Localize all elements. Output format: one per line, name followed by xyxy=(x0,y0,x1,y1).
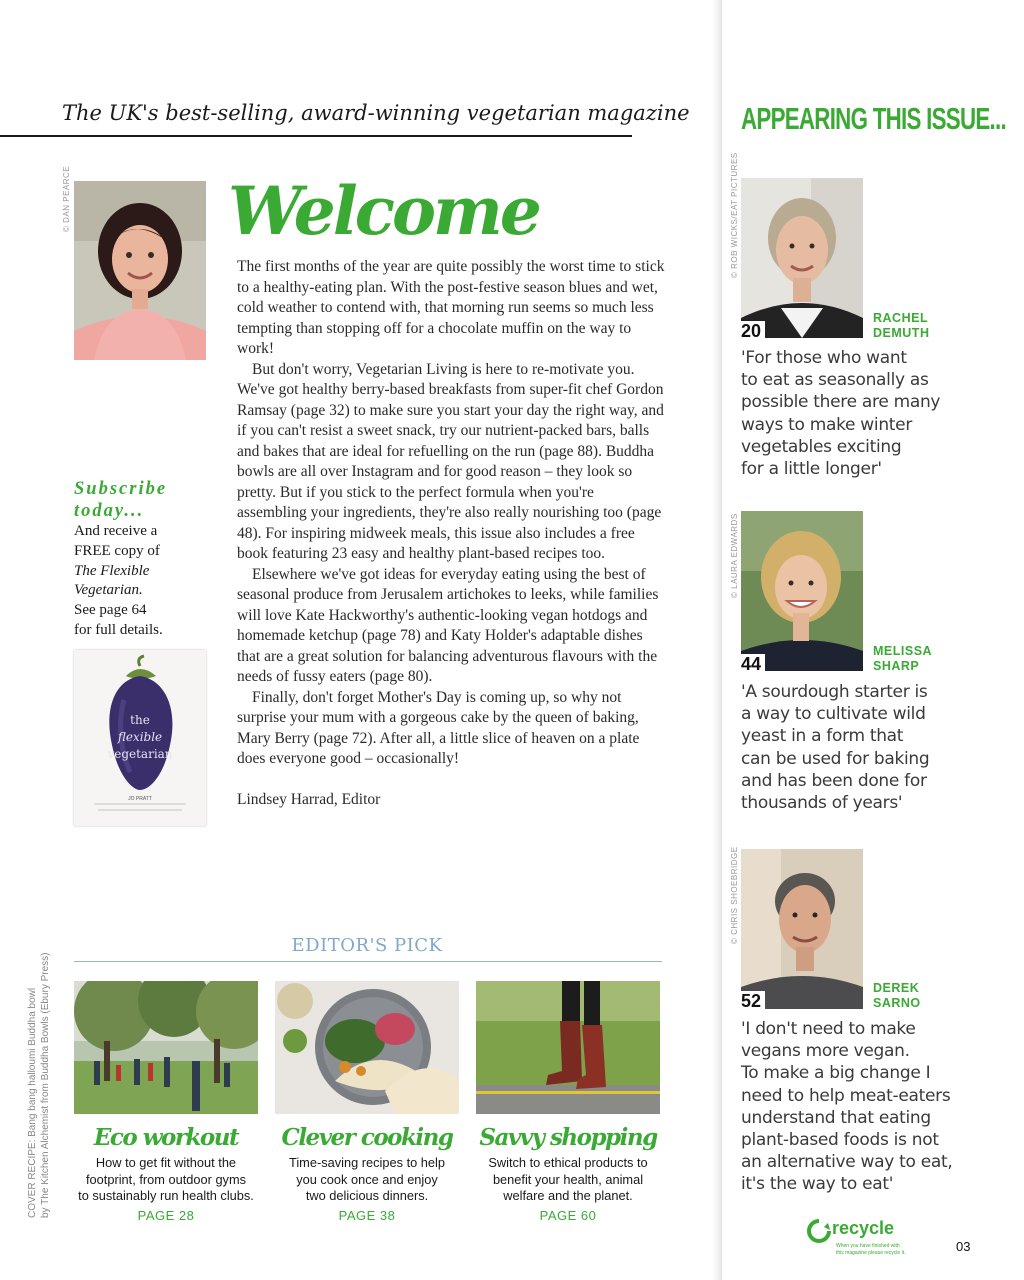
editor-photo-credit: © DAN PEARCE xyxy=(62,165,71,232)
contributor-name xyxy=(873,644,932,674)
contributor-quote xyxy=(741,1018,981,1196)
cover-credit-line: by The Kitchen Alchemist from Buddha Bowls (Ebury Press) xyxy=(40,952,51,1218)
quote-line: 'I don't need to make xyxy=(741,1019,916,1039)
contributor-photo-credit: © LAURA EDWARDS xyxy=(730,513,739,598)
quote-line: vegans more vegan. xyxy=(741,1041,910,1062)
subscribe-line: See page 64 xyxy=(74,602,147,619)
cover-credit-line: COVER RECIPE: Bang bang halloumi Buddha bowl xyxy=(27,987,38,1218)
recycle-note xyxy=(836,1243,926,1257)
quote-line: To make a big change I xyxy=(741,1063,931,1084)
quote-line: and has been done for xyxy=(741,770,927,791)
quote-line: a way to cultivate wild xyxy=(741,704,926,725)
pick-title: Clever cooking xyxy=(281,1124,453,1151)
quote-line: need to help meat-eaters xyxy=(741,1085,951,1106)
pick-description-line: benefit your health, animal xyxy=(492,1171,644,1187)
quote-line: possible there are many xyxy=(741,392,941,413)
pick-description-line: you cook once and enjoy xyxy=(296,1171,438,1187)
quote-line: an alternative way to eat, xyxy=(741,1152,953,1173)
pick-description-line: footprint, from outdoor gyms xyxy=(85,1171,247,1187)
quote-line: 'A sourdough starter is xyxy=(741,682,928,702)
welcome-heading: Welcome xyxy=(228,172,539,250)
quote-line: thousands of years' xyxy=(741,793,903,814)
book-title-word: flexible xyxy=(117,730,163,744)
quote-line: can be used for baking xyxy=(741,748,930,769)
tagline: The UK's best-selling, award-winning vegetarian magazine xyxy=(62,101,690,125)
contributor-first-name: RACHEL xyxy=(873,311,929,325)
editor-signature: Lindsey Harrad, Editor xyxy=(237,790,381,808)
quote-line: to eat as seasonally as xyxy=(741,370,929,391)
subscribe-heading xyxy=(74,478,214,522)
subscribe-heading-line: Subscribe xyxy=(74,479,168,499)
subscribe-text xyxy=(74,522,214,641)
eco-workout-image xyxy=(74,981,258,1114)
letter-paragraph: Finally, don't forget Mother's Day is coming up, so why not surprise your mum with a gorgeous cake by the queen of baking, Mary Berry (page 72). After all, a little slice of heaven on a plate does everyone good – occasionally! xyxy=(237,688,640,767)
quote-line: it's the way to eat' xyxy=(741,1174,894,1195)
subscribe-line: Vegetarian. xyxy=(74,582,143,599)
recycle-logo xyxy=(806,1216,926,1260)
pick-page: PAGE 60 xyxy=(539,1207,597,1223)
pick-description-line: two delicious dinners. xyxy=(305,1188,429,1203)
subscribe-line: FREE copy of xyxy=(74,542,160,559)
quote-line: yeast in a form that xyxy=(741,726,904,747)
quote-line: plant-based foods is not xyxy=(741,1130,939,1151)
pick-title: Eco workout xyxy=(93,1124,239,1151)
editor-photo xyxy=(74,181,206,360)
contributor-quote xyxy=(741,347,981,480)
contributor-first-name: DEREK xyxy=(873,981,920,995)
subscribe-line: And receive a xyxy=(74,523,158,539)
quote-line: 'For those who want xyxy=(741,348,907,368)
quote-line: understand that eating xyxy=(741,1107,931,1128)
recycle-icon xyxy=(806,1218,832,1244)
pick-eco-workout[interactable] xyxy=(74,981,258,1223)
contributor-photo-derek-sarno xyxy=(741,849,863,1009)
pick-description-line: How to get fit without the xyxy=(95,1155,237,1170)
tagline-rule xyxy=(0,135,632,137)
pick-description xyxy=(275,1155,459,1205)
contributor-page-number: 20 xyxy=(741,321,765,341)
contributor-photo-melissa-sharp xyxy=(741,511,863,671)
contributor-page-number: 44 xyxy=(741,654,765,674)
subscribe-heading-line: today... xyxy=(74,501,145,521)
pick-clever-cooking[interactable] xyxy=(275,981,459,1223)
contributor-last-name: DEMUTH xyxy=(873,326,930,340)
contributor-first-name: MELISSA xyxy=(873,644,933,658)
letter-paragraph: Elsewhere we've got ideas for everyday eating using the best of seasonal produce from Jerusalem artichokes to leeks, while families will love Kate Hackworthy's authentic-looking vegan hotdogs and homemade ketchup (page 78) and Katy Holder's adaptable dishes that are a great solution for balancing adventurous flavours with the needs of fussy eaters (page 80). xyxy=(237,565,659,685)
contributor-photo-rachel-demuth xyxy=(741,178,863,338)
subscribe-line: for full details. xyxy=(74,621,163,638)
pick-page: PAGE 38 xyxy=(338,1207,396,1223)
contributor-last-name: SARNO xyxy=(873,996,921,1010)
pick-description xyxy=(74,1155,258,1205)
contributor-page-number: 52 xyxy=(741,991,765,1011)
contributor-photo-credit: © CHRIS SHOEBRIDGE xyxy=(730,846,739,944)
contributor-quote xyxy=(741,681,981,814)
page-number: 03 xyxy=(956,1239,971,1254)
savvy-shopping-image xyxy=(476,981,660,1114)
contributor-name xyxy=(873,981,921,1011)
pick-savvy-shopping[interactable] xyxy=(476,981,660,1223)
editors-pick-rule xyxy=(74,961,662,962)
pick-description-line: welfare and the planet. xyxy=(503,1188,633,1203)
appearing-title: APPEARING THIS ISSUE... xyxy=(741,101,1006,136)
editors-pick-title: EDITOR'S PICK xyxy=(291,935,443,956)
clever-cooking-image xyxy=(275,981,459,1114)
letter-paragraph: But don't worry, Vegetarian Living is here to re-motivate you. We've got healthy berry-based breakfasts from super-fit chef Gordon Ramsay (page 32) to make sure you start your day the right way, and if you can't resist a sweet snack, try our nutrient-packed bars, balls and bakes that are ideal for refuelling on the run (page 88). Buddha bowls are all over Instagram and for good reason – they look so pretty. But if you stick to the perfect formula when you're assembling your ingredients, they're also really nourishing too (page 48). For inspiring midweek meals, this issue also includes a free book featuring 23 easy and healthy plant-based recipes too. xyxy=(237,360,664,562)
quote-line: ways to make winter xyxy=(741,414,913,435)
editor-letter xyxy=(237,257,667,810)
cover-recipe-credit xyxy=(26,953,52,1218)
contributor-last-name: SHARP xyxy=(873,659,920,673)
pick-page: PAGE 28 xyxy=(137,1207,195,1223)
recycle-word: recycle xyxy=(832,1218,895,1238)
subscribe-line: The Flexible xyxy=(74,562,150,579)
recycle-note-line: this magazine please recycle it. xyxy=(836,1250,906,1256)
pick-description-line: to sustainably run health clubs. xyxy=(78,1188,254,1203)
quote-line: vegetables exciting xyxy=(741,436,902,457)
book-title-word: vegetarian xyxy=(107,747,173,761)
contributor-photo-credit: © ROB WICKS/EAT PICTURES xyxy=(730,152,739,278)
book-author: JO PRATT xyxy=(128,796,152,802)
pick-description xyxy=(476,1155,660,1205)
pick-description-line: Switch to ethical products to xyxy=(488,1155,648,1170)
quote-line: for a little longer' xyxy=(741,459,882,480)
book-title-word: the xyxy=(130,713,150,727)
column-divider xyxy=(712,0,722,1280)
pick-title: Savvy shopping xyxy=(479,1124,657,1151)
pick-description-line: Time-saving recipes to help xyxy=(289,1155,445,1170)
book-cover xyxy=(74,650,206,826)
letter-paragraph: The first months of the year are quite possibly the worst time to stick to a healthy-eating plan. With the post-festive season blues and wet, cold weather to contend with, that morning run seems so much less tempting than stopping off for a chocolate muffin on the way to work! xyxy=(237,258,665,357)
contributor-name xyxy=(873,311,929,341)
recycle-note-line: When you have finished with xyxy=(836,1243,900,1249)
